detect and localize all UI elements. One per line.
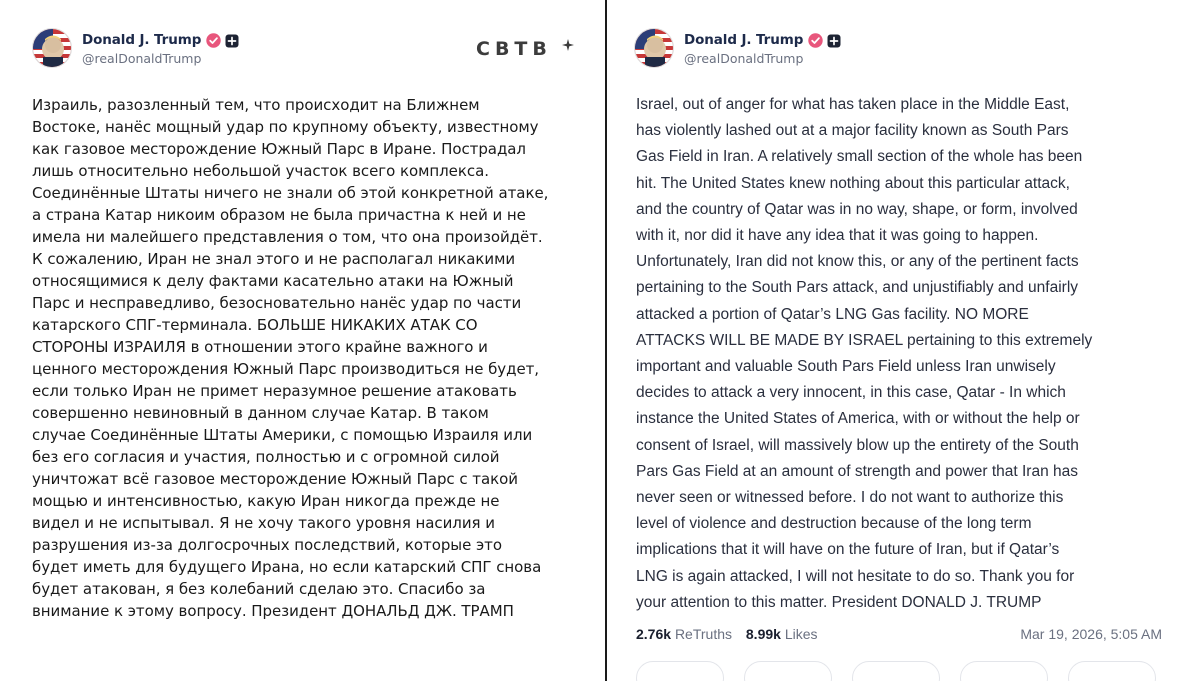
display-name[interactable]: Donald J. Trump [684, 32, 804, 48]
panel-divider [605, 0, 607, 681]
like-button[interactable] [852, 661, 940, 681]
verified-icon [206, 33, 221, 48]
likes-count[interactable]: 8.99k [745, 626, 781, 642]
retruths-count[interactable]: 2.76k [636, 626, 672, 642]
post-timestamp[interactable]: Mar 19, 2026, 5:05 AM [1020, 626, 1162, 642]
likes-label[interactable]: Likes [784, 626, 818, 642]
more-button[interactable] [1068, 661, 1156, 681]
logo-text: СВТВ [476, 38, 552, 60]
retruths-label[interactable]: ReTruths [674, 626, 732, 642]
handle[interactable]: @realDonaldTrump [82, 51, 202, 66]
star-icon [562, 36, 574, 48]
post-text: Israel, out of anger for what has taken place in the Middle East, has violently lashed out at a major facility known as South Pars Gas Field in Iran. A relatively small section of the whole has been hit. The United States knew nothing about this particular attack, and the country of Qatar was in no way, shape, or form, involved with it, nor did it have any idea that it was going to happen. Unfortunately, Iran did not know this, or any of the pertinent facts pertaining to the South Pars attack, and unjustifiably and unfairly attacked a portion of Qatar’s LNG Gas facility. NO MORE ATTACKS WILL BE MADE BY ISRAEL pertaining to this extremely important and valuable South Pars Field unless Iran unwisely decides to attack a very innocent, in this case, Qatar - In which instance the United States of America, with or without the help or consent of Israel, will massively blow up the entirety of the South Pars Gas Field at an amount of strength and power that Iran has never seen or witnessed before. I do not want to authorize this level of violence and destruction because of the long term implications that it will have on the future of Iran, but if Qatar’s LNG is again attacked, I will not hesitate to do so. Thank you for your attention to this matter. President DONALD J. TRUMP [636, 96, 1093, 611]
post-text: Израиль, разозленный тем, что происходит на Ближнем Востоке, нанёс мощный удар по крупному объекту, известному как газовое месторождение Южный Парс в Иране. Пострадал лишь относительно небольшой участок всего комплекса. Соединённые Штаты ничего не знали об этой конкретной атаке, а страна Катар никоим образом не была причастна к ней и не имела ни малейшего представления о том, что она произойдёт. К сожалению, Иран не знал этого и не располагал никакими относящимися к делу фактами касательно атаки на Южный Парс и несправедливо, безосновательно нанёс удар по части катарского СПГ-терминала. БОЛЬШЕ НИКАКИХ АТАК СО СТОРОНЫ ИЗРАИЛЯ в отношении этого крайне важного и ценного месторождения Южный Парс производиться не будет, если только Иран не примет неразумное решение атаковать совершенно невиновный в данном случае Катар. В таком случае Соединённые Штаты Америки, с помощью Израиля или без его согласия и участия, полностью и с огромной силой уничтожат всё газовое месторождение Южный Парс с такой мощью и интенсивностью, какую Иран никогда прежде не видел и не испытывал. Я не хочу такого уровня насилия и разрушения из-за долгосрочных последствий, которые это будет иметь для будущего Ирана, но если катарский СПГ снова будет атакован, я без колебаний сделаю это. Спасибо за внимание к этому вопросу. Президент ДОНАЛЬД ДЖ. ТРАМП [32, 96, 549, 620]
post-stats [636, 626, 1162, 646]
right-post-panel [608, 0, 1200, 681]
plus-icon [225, 33, 239, 47]
handle[interactable]: @realDonaldTrump [684, 51, 804, 66]
reply-button[interactable] [636, 661, 724, 681]
plus-icon [827, 33, 841, 47]
display-name[interactable]: Donald J. Trump [82, 32, 202, 48]
channel-logo [476, 36, 574, 66]
share-button[interactable] [960, 661, 1048, 681]
verified-icon [808, 33, 823, 48]
action-bar [636, 661, 1162, 681]
retruth-button[interactable] [744, 661, 832, 681]
avatar[interactable] [32, 28, 72, 68]
avatar[interactable] [634, 28, 674, 68]
